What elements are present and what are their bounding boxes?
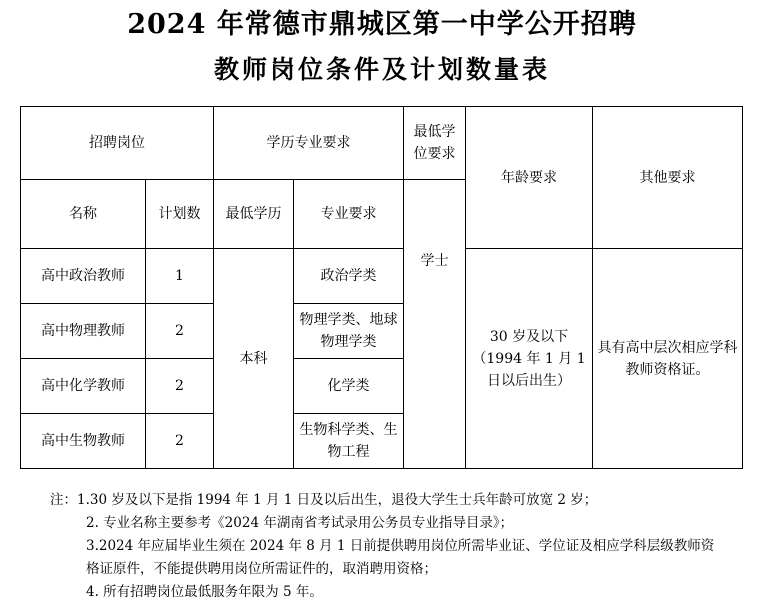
age-cell: 30 岁及以下（1994 年 1 月 1 日以后出生） [466,249,593,469]
post-major: 生物科学类、生物工程 [294,414,404,469]
header-other: 其他要求 [593,107,743,249]
post-name: 高中化学教师 [21,359,146,414]
note-item: 注：1.30 岁及以下是指 1994 年 1 月 1 日及以后出生，退役大学生士兵年龄可放宽 2 岁； [50,492,598,508]
page-subtitle: 教师岗位条件及计划数量表 [213,55,550,84]
post-major: 物理学类、地球物理学类 [294,304,404,359]
header-education: 学历专业要求 [214,107,404,180]
header-min-edu: 最低学历 [214,180,294,249]
post-count: 2 [146,414,214,469]
post-name: 高中物理教师 [21,304,146,359]
recruitment-table [20,106,743,469]
min-edu-cell: 本科 [214,249,294,469]
header-name: 名称 [21,180,146,249]
notes [50,489,720,604]
degree-cell: 学士 [404,180,466,469]
other-cell: 具有高中层次相应学科教师资格证。 [593,249,743,469]
header-post: 招聘岗位 [21,107,214,180]
post-count: 2 [146,304,214,359]
post-major: 化学类 [294,359,404,414]
header-degree: 最低学位要求 [404,107,466,180]
table-row [21,249,743,304]
post-count: 2 [146,359,214,414]
header-count: 计划数 [146,180,214,249]
header-major: 专业要求 [294,180,404,249]
header-age: 年龄要求 [466,107,593,249]
note-item: 2. 专业名称主要参考《2024 年湖南省考试录用公务员专业指导目录》； [86,515,514,531]
note-item: 3.2024 年应届毕业生须在 2024 年 8 月 1 日前提供聘用岗位所需毕业证、学位证及相应学科层级教师资格证原件，不能提供聘用岗位所需证件的，取消聘用资格； [86,538,715,577]
page-title: 2024 年常德市鼎城区第一中学公开招聘 [127,9,637,40]
post-count: 1 [146,249,214,304]
note-item: 4. 所有招聘岗位最低服务年限为 5 年。 [86,584,323,600]
post-name: 高中政治教师 [21,249,146,304]
post-major: 政治学类 [294,249,404,304]
post-name: 高中生物教师 [21,414,146,469]
